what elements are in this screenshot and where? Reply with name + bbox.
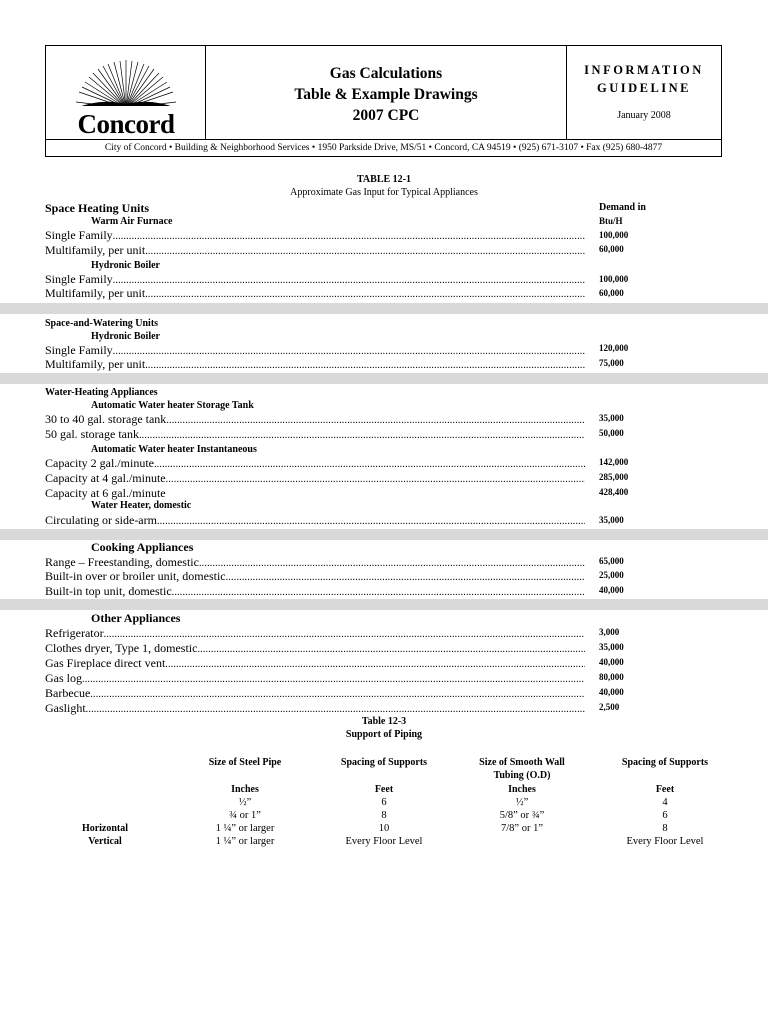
row-label: Capacity at 4 gal./minute xyxy=(45,471,166,485)
leader-dots xyxy=(172,587,585,598)
table-row xyxy=(45,456,585,471)
row-label: Multifamily, per unit xyxy=(45,243,146,257)
row-label: Built-in over or broiler unit, domestic xyxy=(45,569,226,583)
row-value: 35,000 xyxy=(599,413,624,423)
row-label: 50 gal. storage tank xyxy=(45,427,139,441)
leader-dots xyxy=(86,704,585,715)
table-cell: 7/8” or 1” xyxy=(501,823,543,834)
guideline-label: GUIDELINE xyxy=(596,81,692,95)
row-value: 80,000 xyxy=(599,672,624,682)
row-label: Range – Freestanding, domestic xyxy=(45,555,199,569)
row-value: 3,000 xyxy=(599,627,620,637)
info-guideline-box xyxy=(567,46,721,139)
table-cell: 1 ¼” or larger xyxy=(215,836,275,847)
row-label: Single Family xyxy=(45,272,113,286)
table-cell: Every Floor Level xyxy=(626,836,704,847)
leader-dots xyxy=(166,474,585,485)
row-value: 75,000 xyxy=(599,358,624,368)
document-date: January 2008 xyxy=(617,110,671,121)
leader-dots xyxy=(90,689,585,700)
leader-dots xyxy=(145,360,585,371)
row-value: 142,000 xyxy=(599,457,629,467)
title-line-2: Table & Example Drawings xyxy=(294,86,478,103)
table-cell: ½” xyxy=(238,797,252,808)
table-row xyxy=(45,701,585,716)
table-row xyxy=(45,569,585,584)
leader-dots xyxy=(199,558,585,569)
row-value: 35,000 xyxy=(599,642,624,652)
leader-dots xyxy=(139,430,585,441)
demand-header: Demand in xyxy=(599,202,646,213)
leader-dots xyxy=(145,246,585,257)
table-cell: 6 xyxy=(662,810,668,821)
table-row xyxy=(45,228,585,243)
column-unit: Inches xyxy=(231,784,259,795)
title-line-3: 2007 CPC xyxy=(352,107,420,124)
table-row xyxy=(45,671,585,686)
row-label: Capacity at 6 gal./minute xyxy=(45,486,166,500)
row-value: 50,000 xyxy=(599,428,624,438)
row-value: 285,000 xyxy=(599,472,629,482)
leader-dots xyxy=(113,346,585,357)
table-row xyxy=(45,486,585,501)
table-cell: 6 xyxy=(381,797,387,808)
table-row xyxy=(45,243,585,258)
table3-subtitle: Support of Piping xyxy=(345,729,423,740)
table-cell: 4 xyxy=(662,797,668,808)
table-cell: ½” xyxy=(515,797,529,808)
table-row xyxy=(45,584,585,599)
row-value: 25,000 xyxy=(599,570,624,580)
column-header: Size of Smooth Wall xyxy=(479,757,565,768)
row-value: 2,500 xyxy=(599,702,620,712)
document-header xyxy=(45,45,722,157)
column-header: Spacing of Supports xyxy=(340,757,428,768)
row-label: Barbecue xyxy=(45,686,91,700)
section-heading: Other Appliances xyxy=(91,611,181,625)
address-bar: City of Concord • Building & Neighborhood Services • 1950 Parkside Drive, MS/51 • Concord, CA 94519 • (925) 671-3107 • Fax (925) 680-4877 xyxy=(46,139,721,156)
table3-title: Table 12-3 xyxy=(361,716,407,727)
leader-dots xyxy=(145,289,585,300)
logo-wordmark: Concord xyxy=(77,109,175,139)
subsection-heading: Hydronic Boiler xyxy=(91,331,160,342)
row-value: 40,000 xyxy=(599,585,624,595)
row-label-vertical: Vertical xyxy=(88,836,122,847)
row-value: 428,400 xyxy=(599,487,629,497)
subsection-heading: Hydronic Boiler xyxy=(91,260,160,271)
section-divider xyxy=(0,303,768,314)
table-cell: 8 xyxy=(662,823,668,834)
table1-subtitle: Approximate Gas Input for Typical Appliances xyxy=(290,187,478,198)
table-row xyxy=(45,471,585,486)
row-value: 100,000 xyxy=(599,230,629,240)
section-heading: Cooking Appliances xyxy=(91,540,194,554)
row-label: Gaslight xyxy=(45,701,86,715)
title-line-1: Gas Calculations xyxy=(329,65,443,82)
table-row xyxy=(45,357,585,372)
row-label: Gas log xyxy=(45,671,82,685)
row-value: 65,000 xyxy=(599,556,624,566)
table1-title: TABLE 12-1 xyxy=(357,174,411,185)
section-heading: Space-and-Watering Units xyxy=(45,318,159,329)
row-label: Clothes dryer, Type 1, domestic xyxy=(45,641,198,655)
column-unit: Feet xyxy=(655,784,675,795)
table-row xyxy=(45,641,585,656)
row-value: 40,000 xyxy=(599,657,624,667)
row-label: Multifamily, per unit xyxy=(45,357,146,371)
info-label: INFORMATION xyxy=(584,63,704,77)
table-row xyxy=(45,343,585,358)
table-row xyxy=(45,626,585,641)
leader-dots xyxy=(166,415,585,426)
leader-dots xyxy=(154,459,585,470)
section-divider xyxy=(0,529,768,540)
row-value: 40,000 xyxy=(599,687,624,697)
row-label: Built-in top unit, domestic xyxy=(45,584,172,598)
table-cell: Every Floor Level xyxy=(345,836,423,847)
row-label: 30 to 40 gal. storage tank xyxy=(45,412,167,426)
leader-dots xyxy=(197,644,585,655)
table-cell: ¾ or 1” xyxy=(229,810,261,821)
row-value: 100,000 xyxy=(599,274,629,284)
leader-dots xyxy=(113,231,585,242)
section-heading: Water-Heating Appliances xyxy=(45,387,158,398)
row-label-horizontal: Horizontal xyxy=(81,823,129,834)
demand-unit: Btu/H xyxy=(599,216,623,226)
row-label: Refrigerator xyxy=(45,626,104,640)
section-divider xyxy=(0,599,768,610)
row-value: 60,000 xyxy=(599,288,624,298)
table-row xyxy=(45,555,585,570)
row-value: 35,000 xyxy=(599,515,624,525)
table-row xyxy=(45,427,585,442)
row-label: Gas Fireplace direct vent xyxy=(45,656,166,670)
row-label: Single Family xyxy=(45,343,113,357)
table-row xyxy=(45,286,585,301)
leader-dots xyxy=(82,674,585,685)
column-header-line2: Tubing (O.D) xyxy=(493,770,551,781)
column-unit: Inches xyxy=(508,784,536,795)
subsection-heading: Automatic Water heater Instantaneous xyxy=(91,444,257,455)
leader-dots xyxy=(157,516,585,527)
column-unit: Feet xyxy=(374,784,394,795)
concord-logo xyxy=(46,46,206,139)
table-row xyxy=(45,412,585,427)
table-row xyxy=(45,272,585,287)
table-cell: 8 xyxy=(381,810,387,821)
subsection-heading: Warm Air Furnace xyxy=(91,216,173,227)
column-header: Size of Steel Pipe xyxy=(208,757,282,768)
subsection-heading: Water Heater, domestic xyxy=(91,500,192,511)
row-value: 120,000 xyxy=(599,343,629,353)
leader-dots xyxy=(226,572,585,583)
table-cell: 1 ¼” or larger xyxy=(215,823,275,834)
document-title xyxy=(206,46,567,139)
table-cell: 5/8” or ¾” xyxy=(499,810,545,821)
column-header: Spacing of Supports xyxy=(621,757,709,768)
section-divider xyxy=(0,373,768,384)
table-row xyxy=(45,513,585,528)
table-cell: 10 xyxy=(378,823,390,834)
section-heading: Space Heating Units xyxy=(45,201,150,215)
row-label: Capacity 2 gal./minute xyxy=(45,456,154,470)
row-label: Multifamily, per unit xyxy=(45,286,146,300)
subsection-heading: Automatic Water heater Storage Tank xyxy=(91,400,254,411)
table-row xyxy=(45,686,585,701)
leader-dots xyxy=(165,659,585,670)
row-label: Circulating or side-arm xyxy=(45,513,157,527)
table-row xyxy=(45,656,585,671)
row-label: Single Family xyxy=(45,228,113,242)
row-value: 60,000 xyxy=(599,244,624,254)
leader-dots xyxy=(113,275,585,286)
leader-dots xyxy=(104,629,585,640)
